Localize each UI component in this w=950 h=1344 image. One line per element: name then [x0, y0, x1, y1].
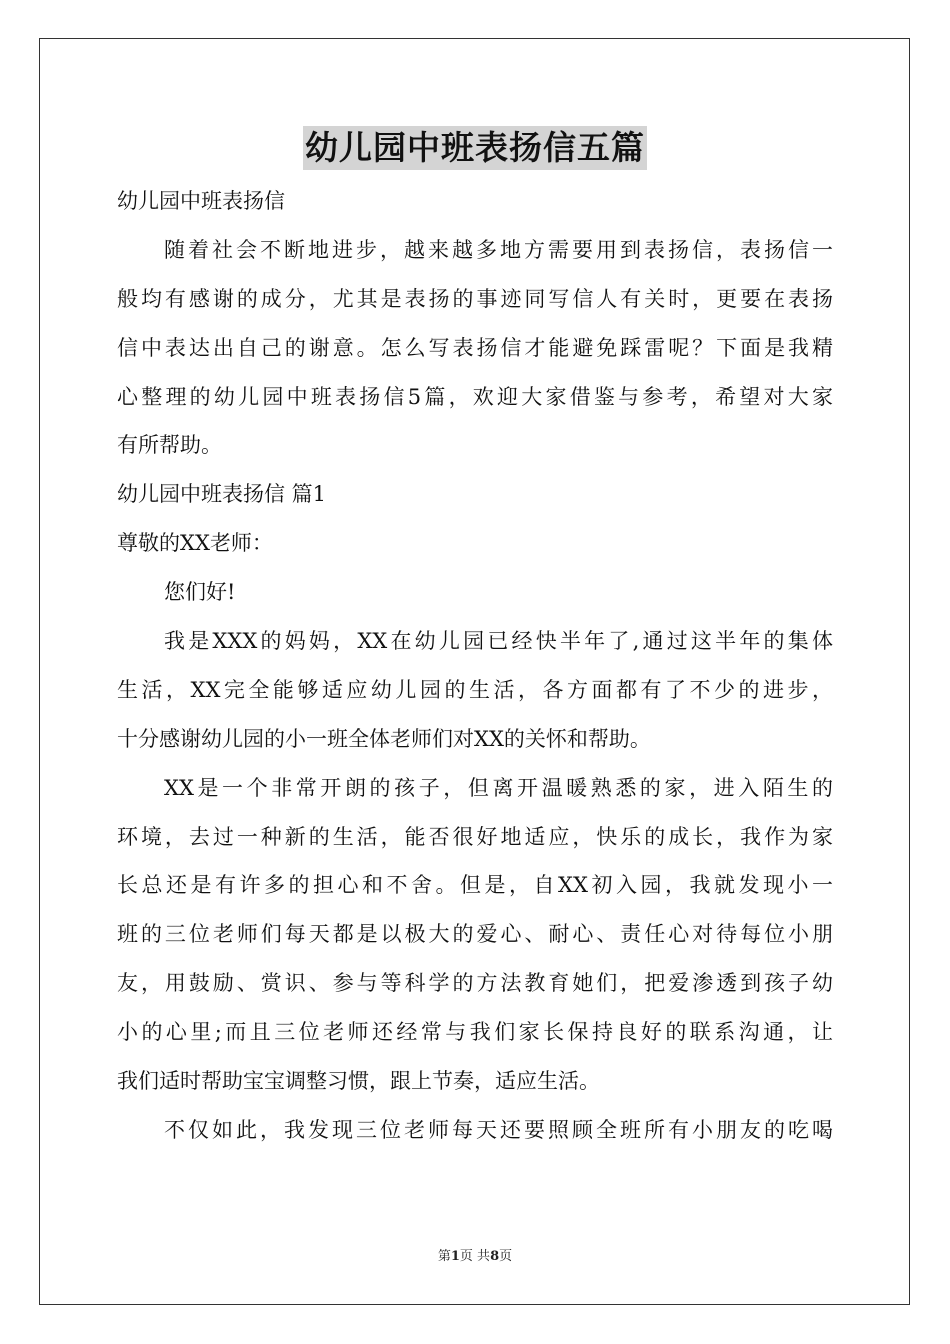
paragraph-line: 心整理的幼儿园中班表扬信5篇，欢迎大家借鉴与参考，希望对大家: [117, 384, 833, 409]
subtitle-line: 幼儿园中班表扬信: [117, 189, 285, 213]
page-suffix: 页: [499, 1249, 513, 1264]
document-title: 幼儿园中班表扬信五篇: [303, 126, 647, 170]
page-prefix: 第: [437, 1249, 451, 1264]
paragraph-line: 生活，XX完全能够适应幼儿园的生活，各方面都有了不少的进步，: [117, 677, 833, 702]
paragraph-line: 随着社会不断地进步，越来越多地方需要用到表扬信，表扬信一: [164, 237, 833, 262]
paragraph-line: XX是一个非常开朗的孩子，但离开温暖熟悉的家，进入陌生的: [164, 775, 833, 800]
paragraph-line: 有所帮助。: [117, 433, 222, 458]
paragraph-line: 信中表达出自己的谢意。怎么写表扬信才能避免踩雷呢？下面是我精: [117, 335, 833, 360]
page-footer: [0, 1248, 950, 1266]
salutation-line: 尊敬的XX老师：: [117, 531, 273, 556]
paragraph-line: 我是XXX的妈妈，XX在幼儿园已经快半年了,通过这半年的集体: [164, 629, 833, 654]
paragraph-line: 班的三位老师们每天都是以极大的爱心、耐心、责任心对待每位小朋: [117, 922, 833, 947]
section-heading: 幼儿园中班表扬信 篇1: [117, 482, 327, 507]
paragraph-line: 我们适时帮助宝宝调整习惯，跟上节奏，适应生活。: [117, 1069, 600, 1094]
title-wrap: [0, 126, 950, 170]
greeting-line: 您们好!: [164, 580, 236, 605]
page-mid: 页 共: [459, 1249, 491, 1264]
page-total-number: 8: [490, 1249, 500, 1264]
paragraph-line: 小的心里;而且三位老师还经常与我们家长保持良好的联系沟通，让: [117, 1020, 833, 1045]
paragraph-line: 友，用鼓励、赏识、参与等科学的方法教育她们，把爱渗透到孩子幼: [117, 971, 833, 996]
paragraph-line: 十分感谢幼儿园的小一班全体老师们对XX的关怀和帮助。: [117, 726, 651, 751]
paragraph-line: 不仅如此，我发现三位老师每天还要照顾全班所有小朋友的吃喝: [164, 1117, 833, 1142]
page-current-number: 1: [450, 1249, 460, 1264]
paragraph-line: 环境，去过一种新的生活，能否很好地适应，快乐的成长，我作为家: [117, 824, 833, 849]
paragraph-line: 般均有感谢的成分，尤其是表扬的事迹同写信人有关时，更要在表扬: [117, 286, 833, 311]
paragraph-line: 长总还是有许多的担心和不舍。但是，自XX初入园，我就发现小一: [117, 873, 833, 898]
document-body: [117, 177, 833, 1155]
